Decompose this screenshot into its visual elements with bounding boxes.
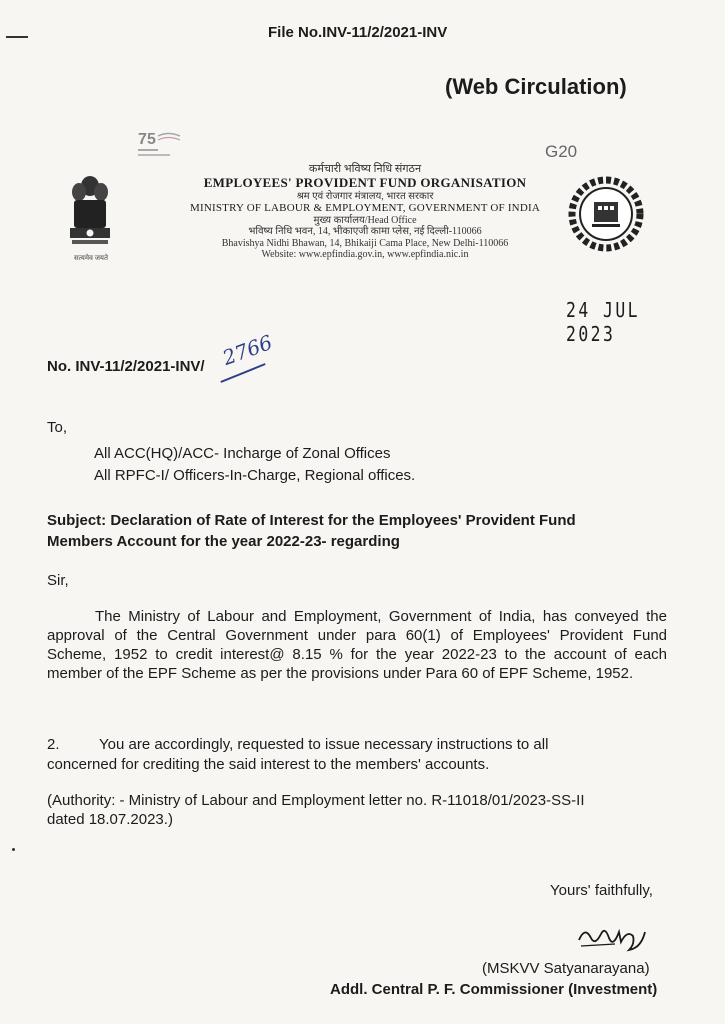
- paragraph-2-text: You are accordingly, requested to issue necessary instructions to all concerned for crediting the said interest to the members' accounts.: [47, 736, 549, 773]
- valediction: Yours' faithfully,: [550, 882, 653, 899]
- emblem-caption: सत्यमेव जयते: [74, 254, 108, 262]
- azadi-logo-icon: [136, 128, 196, 160]
- signature-icon: [575, 918, 647, 954]
- subject: Subject: Declaration of Rate of Interest for the Employees' Provident Fund Members Account for the year 2022-23- regarding: [47, 512, 576, 550]
- org-name-hindi: कर्मचारी भविष्य निधि संगठन: [308, 163, 422, 175]
- file-number: File No.INV-11/2/2021-INV: [268, 24, 448, 41]
- epfo-logo-icon: [568, 176, 644, 252]
- to-label: To,: [47, 419, 68, 436]
- date-stamp: 24 JUL 2023: [566, 298, 641, 346]
- ministry-hindi: श्रम एवं रोजगार मंत्रालय, भारत सरकार: [296, 190, 434, 202]
- edge-dot: [12, 848, 15, 851]
- salutation: Sir,: [47, 572, 69, 589]
- state-emblem-icon: [66, 172, 114, 262]
- authority-note: (Authority: - Ministry of Labour and Employment letter no. R-11018/01/2023-SS-II dated 18.07.2023.): [47, 792, 585, 828]
- handwritten-number: 2766: [219, 330, 276, 370]
- paragraph-number: 2.: [47, 736, 60, 753]
- ministry-name: MINISTRY OF LABOUR & EMPLOYMENT, GOVERNMENT OF INDIA: [190, 202, 540, 215]
- circulation-tag: (Web Circulation): [445, 74, 627, 99]
- letterhead: [140, 163, 590, 261]
- signatory-designation: Addl. Central P. F. Commissioner (Investment): [330, 981, 658, 998]
- edge-mark: [6, 36, 28, 38]
- svg-text:5: 5: [147, 131, 156, 148]
- org-name: EMPLOYEES' PROVIDENT FUND ORGANISATION: [203, 174, 527, 190]
- recipient-line: All RPFC-I/ Officers-In-Charge, Regional offices.: [94, 467, 416, 484]
- address-hindi: भविष्य निधि भवन, 14, भीकाएजी कामा प्लेस, नई दिल्ली-110066: [248, 226, 482, 238]
- reference-number: No. INV-11/2/2021-INV/: [47, 358, 205, 375]
- signatory-name: (MSKVV Satyanarayana): [482, 960, 650, 977]
- recipient-line: All ACC(HQ)/ACC- Incharge of Zonal Offices: [94, 445, 391, 462]
- svg-text:7: 7: [138, 131, 147, 148]
- paragraph-1: The Ministry of Labour and Employment, Government of India, has conveyed the approval of the Central Government under para 60(1) of Employees' Provident Fund Scheme, 1952 to credit interest@ 8.15 % for the year 2022-23 to the account of each member of the EPF Scheme as per the provisions under Para 60 of EPF Scheme, 1952.: [47, 608, 667, 682]
- head-office: मुख्य कार्यालय/Head Office: [313, 214, 417, 226]
- g20-logo: G20: [545, 142, 578, 161]
- website: Website: www.epfindia.gov.in, www.epfindia.nic.in: [261, 249, 469, 261]
- paragraph-2: [47, 735, 607, 775]
- address: Bhavishya Nidhi Bhawan, 14, Bhikaiji Cama Place, New Delhi-110066: [221, 237, 509, 249]
